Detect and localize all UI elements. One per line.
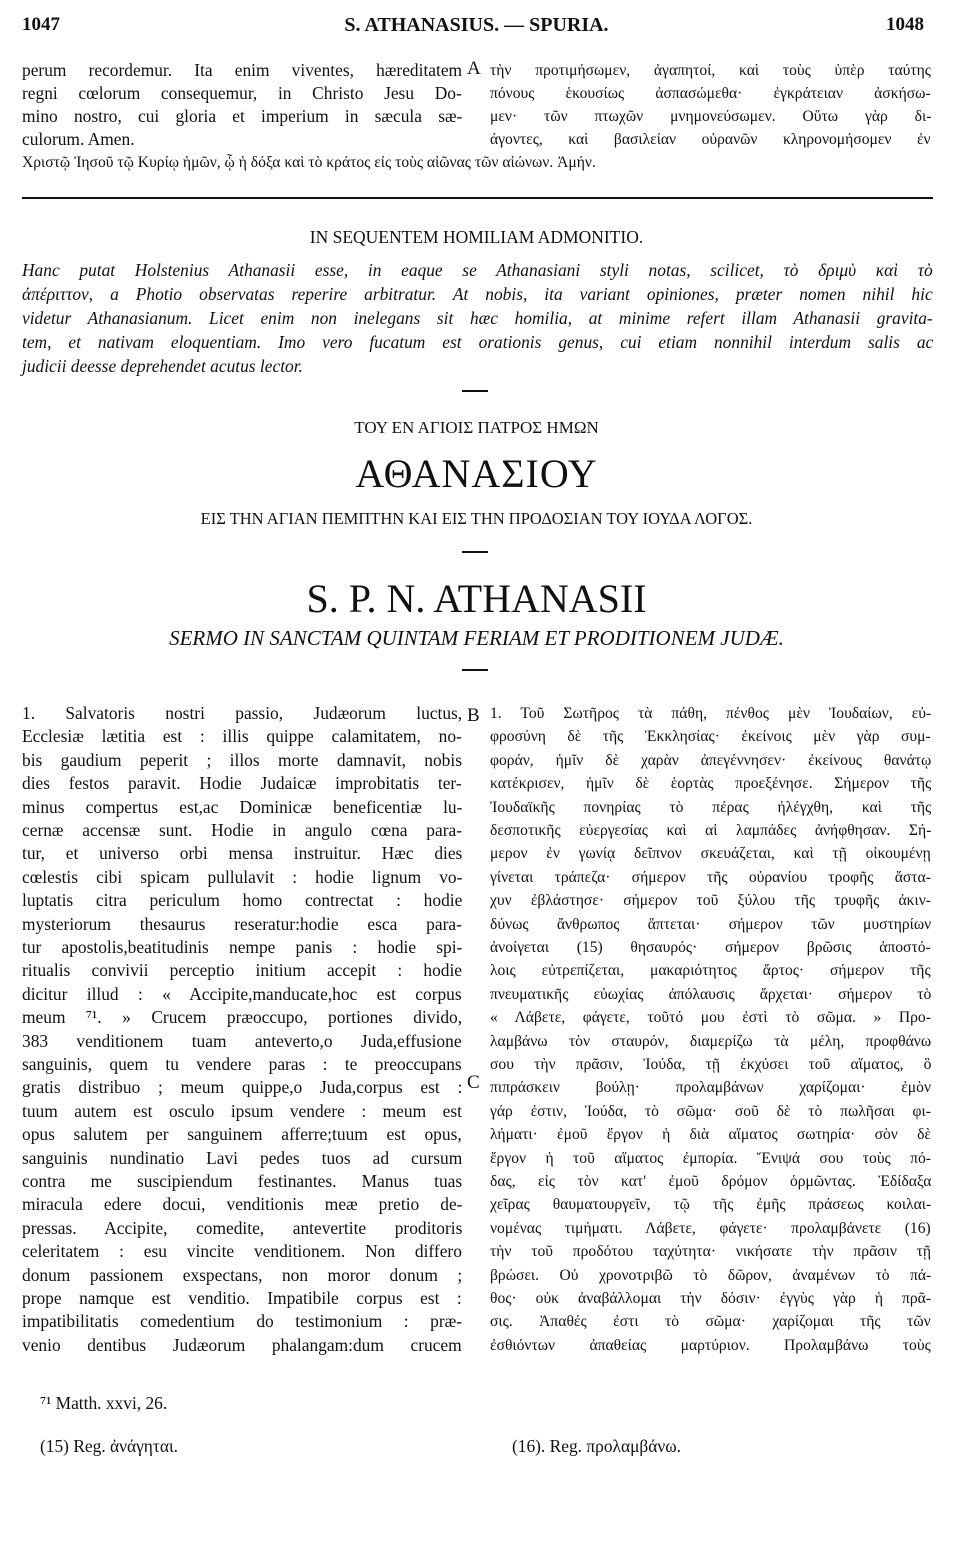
text-line: λήματι· ἐμοῦ ἔργον ἡ διὰ αἵματος σωτηρία· σὸν δὲ [490, 1126, 932, 1144]
text-line: 383 venditionem tuam anteverto,o Juda,effusione [22, 1030, 462, 1051]
text-line: tuum autem est osculo ipsum vendere : meum est [22, 1100, 462, 1121]
text-line: mysteriorum thesaurus reseratur:hodie esca para- [22, 913, 462, 934]
column-number-right: 1048 [886, 14, 924, 35]
text-line: sanguinis nundinatio Lavi pedes tuos ad cursum [22, 1147, 463, 1168]
text-line: bis gaudium peperit ; illos morte damnavit, nobis [22, 749, 462, 770]
text-line: videtur Athanasianum. Licet enim non inelegans sit hæc homilia, at minime refert illam Athanasii gravita- [22, 308, 933, 328]
text-line: ἀπέριττον, a Photio observatas reperire arbitratur. At nobis, ita variant opiniones, præter nomen nihil hic [22, 284, 933, 304]
text-line: contra me suscipiendum festinantes. Manus tuas [22, 1171, 463, 1191]
text-line: perum recordemur. Ita enim viventes, hæreditatem [22, 60, 463, 80]
text-line: δεσποτικῆς εὐεργεσίας καὶ αἱ λαμπάδες ἀνήφθησαν. Σή- [490, 822, 932, 839]
column-number-left: 1047 [22, 14, 60, 35]
text-line: dies festos paravit. Hodie Judaicæ improbitatis ter- [22, 773, 462, 794]
text-line: γάρ ἐστιν, Ἰούδα, τὸ σῶμα· σοῦ δὲ τὸ πωλῆσαι φι- [490, 1102, 931, 1120]
text-line: tem, et nativam eloquentiam. Imo vero fucatum est orationis genus, cui etiam nonnihil interdum salis ac [22, 332, 934, 352]
text-line: λαμβάνω τὸν σταυρόν, διαμερίζω τὰ μέλη, προφθάνω [490, 1032, 932, 1050]
greek-author-title: ΑΘΑΝΑΣΙΟΥ [355, 451, 598, 496]
text-line: φοράν, ἡμῖν δὲ χαρὰν ἀπεγέννησεν· ἐκείνους θανάτῳ [490, 751, 932, 769]
text-line: gratis distribuo ; meum quippe,o Juda,corpus est : [22, 1077, 463, 1098]
text-line: « Λάβετε, φάγετε, τοῦτό μου ἐστὶ τὸ σῶμα. » Προ- [490, 1009, 931, 1027]
text-line: prope namque est venditio. Impatibile corpus est : [22, 1288, 462, 1308]
text-line: θος· οὐκ ἀναβάλλομαι τὴν δόσιν· ἐγγὺς γὰρ ἡ πρᾶ- [490, 1290, 932, 1307]
text-line: 1. Salvatoris nostri passio, Judæorum luctus, [22, 703, 463, 723]
margin-letter-a: A [467, 58, 481, 79]
margin-letter-c: C [467, 1072, 480, 1093]
text-line: ἐσθιόντων ἀπαθείας μαρτύριον. Προλαμβάνω τοὺς [490, 1336, 931, 1354]
text-line: luptatis citra periculum homo contrectat : hodie [22, 890, 463, 911]
text-line: impatibilitatis comedentium do testimonium : præ- [22, 1311, 463, 1332]
text-line: πνευματικῆς εὐωχίας ἀπόλαυσις ἄρχεται· σήμερον τὸ [490, 985, 932, 1003]
footnote-15: (15) Reg. ἀνάγηται. [40, 1436, 179, 1456]
footnote-71: ⁷¹ Matth. xxvi, 26. [40, 1393, 168, 1413]
text-line: tur, et universo orbi mensa instruitur. Hæc dies [22, 843, 463, 864]
text-line: regni cœlorum consequemur, in Christo Jesu Do- [22, 83, 462, 103]
greek-full-width-line: Χριστῷ Ἰησοῦ τῷ Κυρίῳ ἡμῶν, ᾧ ἡ δόξα καὶ τὸ κράτος εἰς τοὺς αἰῶνας τῶν αἰώνων. Ἀμήν. [22, 154, 596, 171]
text-line: ritualis convivii perceptio initium accepit : hodie [22, 960, 463, 981]
admonitio-heading: IN SEQUENTEM HOMILIAM ADMONITIO. [309, 227, 644, 247]
text-line: minus compertus est,ac Dominicæ beneficentiæ lu- [22, 796, 463, 817]
latin-author-title: S. P. N. ATHANASII [306, 576, 647, 621]
text-line: βρώσει. Οὐ χρονοτριβῶ τὸ δῶρον, ἀναμένων τὸ πά- [490, 1266, 932, 1284]
text-line: λοις εὐτρεπίζεται, μακαριότητος ἄρτος· σήμερον τῆς [490, 962, 931, 980]
text-line: τὴν προτιμήσωμεν, ἀγαπητοί, καὶ τοὺς ὑπὲρ ταύτης [490, 62, 931, 79]
text-line: pressas. Accipite, comedite, antevertite proditoris [22, 1217, 463, 1238]
text-line: τὴν τοῦ προδότου ταχύτητα· νικήσατε τὴν πρᾶσιν τῇ [490, 1243, 932, 1261]
text-line: meum ⁷¹. » Crucem præoccupo, portiones divido, [22, 1007, 463, 1028]
text-line: μερον ἐν γωνίᾳ δεῖπνον σκευάζεται, καὶ τῇ οἰκουμένῃ [490, 845, 931, 863]
section-divider [22, 197, 933, 199]
text-line: opus salutem per sanguinem afferre;tuum est opus, [22, 1124, 462, 1145]
footnote-16: (16). Reg. προλαμβάνω. [512, 1436, 682, 1456]
latin-subtitle: SERMO IN SANCTAM QUINTAM FERIAM ET PRODITIONEM JUDÆ. [169, 626, 784, 650]
text-line: δύνως ἄνθρωπος ἅπτεται· σήμερον τῶν μυστηρίων [490, 915, 932, 933]
text-line: miracula edere docui, venditionis meæ pretio de- [22, 1194, 463, 1215]
text-line: σις. Ἀπαθές ἐστι τὸ σῶμα· χαρίζομαι τῆς τῶν [490, 1313, 931, 1331]
text-line: donum passionem exspectans, non moror donum ; [22, 1264, 463, 1285]
text-line: κατέκρισεν, ἡμῖν δὲ ἑορτὰς προεξένησε. Σήμερον τῆς [490, 775, 932, 793]
text-line: χεῖρας θαυματουργεῖν, τῷ τῆς ἐμῆς πράσεως κοιλαι- [490, 1196, 932, 1214]
text-line: ἔργον ἡ τοῦ αἵματος ἐμπορία. Ἔνιψά σου τοὺς πό- [490, 1149, 931, 1167]
text-line: γίνεται τράπεζα· σήμερον τῆς οὐρανίου τροφῆς ἄστα- [490, 868, 931, 886]
text-line: χυν ἐβλάστησε· σήμερον τοῦ ξύλου τῆς τρυφῆς ἀκιν- [490, 892, 931, 910]
text-line: μεν· τῶν πτωχῶν μνημονεύσωμεν. Οὕτω γὰρ δι- [490, 108, 932, 125]
text-line: νομένας τιμήματι. Λάβετε, φάγετε· προλαμβάνετε (16) [490, 1219, 931, 1237]
text-line: mino nostro, cui gloria et imperium in sæcula sæ- [22, 106, 463, 126]
short-rule [462, 551, 488, 553]
text-line: judicii deesse deprehendet acutus lector. [22, 356, 303, 376]
text-line: δας, εἰς τὸν κατ' ἐμοῦ δρόμον ὁρμῶντας. Ἐδίδαξα [490, 1173, 932, 1190]
text-line: σου τὴν πρᾶσιν, Ἰούδα, τῇ ἐκχύσει τοῦ αἵματος, ὃ [490, 1056, 932, 1073]
text-line: πόνους ἑκουσίως ἀσπασώμεθα· ἐγκράτειαν ἀσκήσω- [490, 85, 931, 102]
text-line: άγοντες, καὶ βασιλείαν οὐρανῶν κληρονομήσομεν ἐν [490, 131, 931, 148]
short-rule [462, 669, 488, 671]
text-line: πιπράσκειν βούλῃ· προλαμβάνων χαρίζομαι· ἐμὸν [490, 1079, 931, 1097]
running-title: S. ATHANASIUS. — SPURIA. [344, 14, 609, 36]
greek-subtitle: ΕΙΣ ΤΗΝ ΑΓΙΑΝ ΠΕΜΠΤΗΝ ΚΑΙ ΕΙΣ ΤΗΝ ΠΡΟΔΟΣΙΑΝ ΤΟΥ ΙΟΥΔΑ ΛΟΓΟΣ. [200, 509, 753, 528]
text-line: celeritatem : esu vincite venditionem. Non differo [22, 1241, 462, 1262]
margin-letter-b: B [467, 705, 480, 726]
greek-pre-title: ΤΟΥ ΕΝ ΑΓΙΟΙΣ ΠΑΤΡΟΣ ΗΜΩΝ [354, 418, 599, 437]
text-line: 1. Τοῦ Σωτῆρος τὰ πάθη, πένθος μὲν Ἰουδαίων, εὐ- [490, 705, 932, 722]
text-line: dicitur illud : « Accipite,manducate,hoc est corpus [22, 983, 462, 1004]
text-line: Ἰουδαϊκῆς πονηρίας τὸ πέρας ἠλέγχθη, καὶ τῆς [490, 798, 932, 816]
text-line: cœlestis cibi spicam pullulavit : hodie lignum vo- [22, 866, 463, 887]
text-line: cernæ accensæ sunt. Hodie in angulo cœna para- [22, 820, 462, 840]
short-rule [462, 390, 488, 392]
text-line: ἀνοίγεται (15) θησαυρός· σήμερον βρῶσις ἀποστό- [490, 939, 931, 956]
text-line: Ecclesiæ lætitia est : illis quippe calamitatem, no- [22, 726, 462, 747]
text-line: sanguinis, quem tu vendere paras : te preoccupans [22, 1054, 462, 1074]
text-line: Hanc putat Holstenius Athanasii esse, in eaque se Athanasiani styli notas, scilicet, τὸ δριμὺ καὶ τὸ [22, 260, 933, 280]
text-line: tur apostolis,beatitudinis nempe panis : hodie spi- [22, 937, 463, 957]
text-line: φροσύνη δὲ τῆς Ἐκκλησίας· ἐκείνοις μὲν γὰρ συμ- [490, 728, 931, 746]
text-line: culorum. Amen. [22, 129, 135, 149]
text-line: venio dentibus Judæorum phalangam:dum crucem [22, 1334, 462, 1355]
